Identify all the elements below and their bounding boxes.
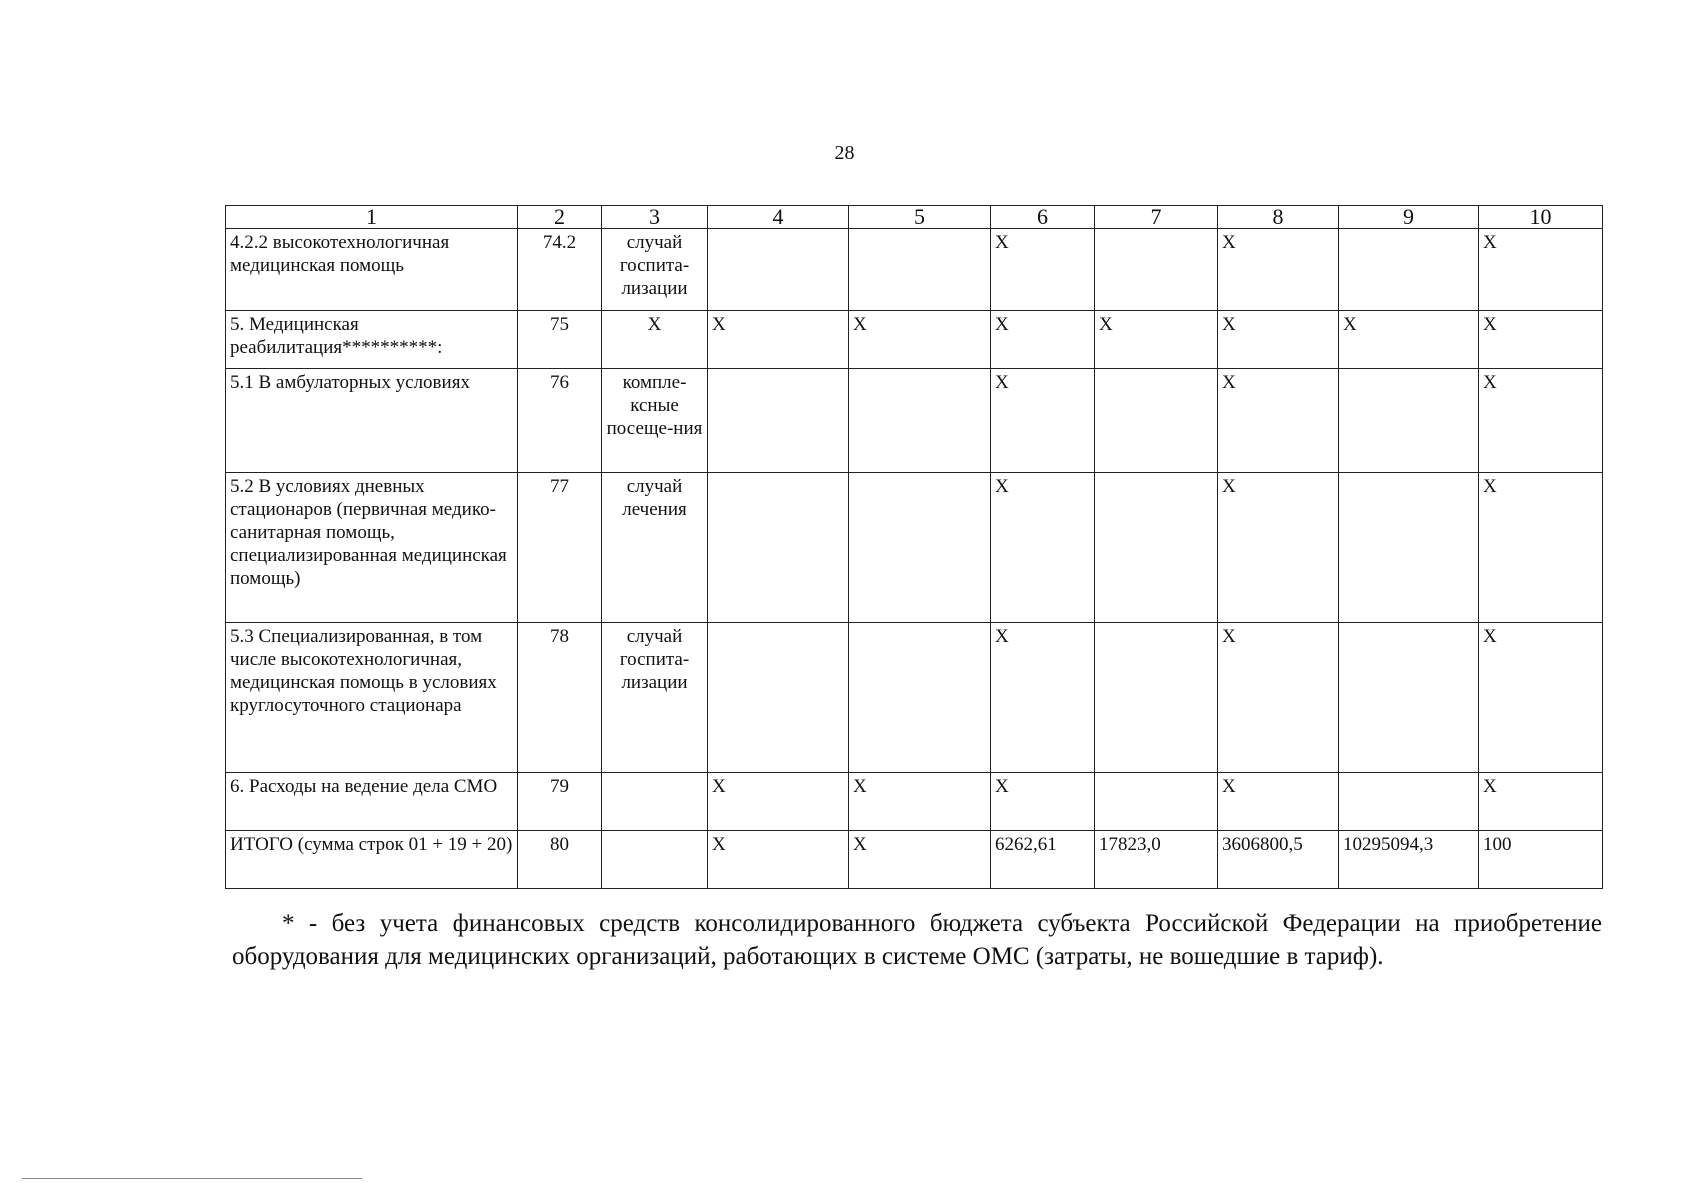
table-row [226, 369, 1603, 473]
table-row [226, 229, 1603, 311]
value-cell: X [1339, 311, 1479, 369]
value-cell: X [991, 369, 1095, 473]
value-cell: 100 [1479, 831, 1603, 889]
value-cell: X [1479, 229, 1603, 311]
row-label-cell: ИТОГО (сумма строк 01 + 19 + 20) [226, 831, 518, 889]
value-cell: X [1218, 623, 1339, 773]
value-cell [1095, 473, 1218, 623]
table-row [226, 773, 1603, 831]
unit-cell: компле-ксные посеще-ния [602, 369, 708, 473]
value-cell [1095, 623, 1218, 773]
value-cell [849, 229, 991, 311]
value-cell [708, 473, 849, 623]
value-cell: X [991, 311, 1095, 369]
page-number: 28 [834, 142, 855, 164]
row-label-cell: 5.2 В условиях дневных стационаров (первичная медико-санитарная помощь, специализированная медицинская помощь) [226, 473, 518, 623]
column-header: 10 [1479, 206, 1603, 229]
value-cell: X [708, 773, 849, 831]
unit-cell: случай госпита-лизации [602, 623, 708, 773]
value-cell: X [708, 831, 849, 889]
bottom-divider [22, 1178, 362, 1179]
row-label-cell: 5.1 В амбулаторных условиях [226, 369, 518, 473]
unit-cell: случай лечения [602, 473, 708, 623]
row-label-cell: 6. Расходы на ведение дела СМО [226, 773, 518, 831]
value-cell: X [1095, 311, 1218, 369]
unit-cell: случай госпита-лизации [602, 229, 708, 311]
value-cell: X [1218, 311, 1339, 369]
value-cell: 17823,0 [1095, 831, 1218, 889]
value-cell: X [991, 623, 1095, 773]
value-cell: X [1479, 773, 1603, 831]
value-cell: X [849, 311, 991, 369]
value-cell: X [849, 773, 991, 831]
value-cell [1339, 773, 1479, 831]
value-cell: X [1479, 473, 1603, 623]
value-cell: X [991, 229, 1095, 311]
value-cell [1095, 229, 1218, 311]
column-header: 9 [1339, 206, 1479, 229]
value-cell: X [1218, 473, 1339, 623]
value-cell [1339, 229, 1479, 311]
row-number-cell: 80 [518, 831, 602, 889]
column-header: 2 [518, 206, 602, 229]
value-cell: X [1479, 311, 1603, 369]
value-cell [708, 623, 849, 773]
row-label-cell: 5. Медицинская реабилитация**********: [226, 311, 518, 369]
table-row [226, 831, 1603, 889]
row-number-cell: 79 [518, 773, 602, 831]
value-cell [708, 229, 849, 311]
value-cell [708, 369, 849, 473]
row-number-cell: 77 [518, 473, 602, 623]
column-header: 5 [849, 206, 991, 229]
row-number-cell: 74.2 [518, 229, 602, 311]
unit-cell [602, 773, 708, 831]
row-number-cell: 75 [518, 311, 602, 369]
column-header: 1 [226, 206, 518, 229]
value-cell [849, 369, 991, 473]
value-cell [849, 473, 991, 623]
column-header: 3 [602, 206, 708, 229]
value-cell [1095, 369, 1218, 473]
row-number-cell: 78 [518, 623, 602, 773]
table-row [226, 473, 1603, 623]
row-number-cell: 76 [518, 369, 602, 473]
table-row [226, 623, 1603, 773]
value-cell: X [1479, 369, 1603, 473]
header-row [226, 206, 1603, 229]
row-label-cell: 5.3 Специализированная, в том числе высокотехнологичная, медицинская помощь в условиях круглосуточного стационара [226, 623, 518, 773]
table-body [226, 206, 1603, 889]
value-cell: 6262,61 [991, 831, 1095, 889]
value-cell [1339, 473, 1479, 623]
column-header: 6 [991, 206, 1095, 229]
column-header: 8 [1218, 206, 1339, 229]
value-cell: X [1218, 369, 1339, 473]
value-cell: X [708, 311, 849, 369]
column-header: 4 [708, 206, 849, 229]
value-cell [1339, 623, 1479, 773]
value-cell [1095, 773, 1218, 831]
value-cell: X [1479, 623, 1603, 773]
value-cell: X [849, 831, 991, 889]
value-cell: 3606800,5 [1218, 831, 1339, 889]
value-cell: X [991, 473, 1095, 623]
value-cell: X [1218, 229, 1339, 311]
table-row [226, 311, 1603, 369]
value-cell [849, 623, 991, 773]
footnote: * - без учета финансовых средств консолидированного бюджета субъекта Российской Федерации на приобретение оборудования для медицинских организаций, работающих в системе ОМС (затраты, не вошедшие в тариф). [232, 910, 1602, 970]
column-header: 7 [1095, 206, 1218, 229]
row-label-cell: 4.2.2 высокотехнологичная медицинская помощь [226, 229, 518, 311]
value-cell: 10295094,3 [1339, 831, 1479, 889]
unit-cell: X [602, 311, 708, 369]
value-cell: X [1218, 773, 1339, 831]
unit-cell [602, 831, 708, 889]
data-table [225, 205, 1603, 889]
value-cell: X [991, 773, 1095, 831]
value-cell [1339, 369, 1479, 473]
